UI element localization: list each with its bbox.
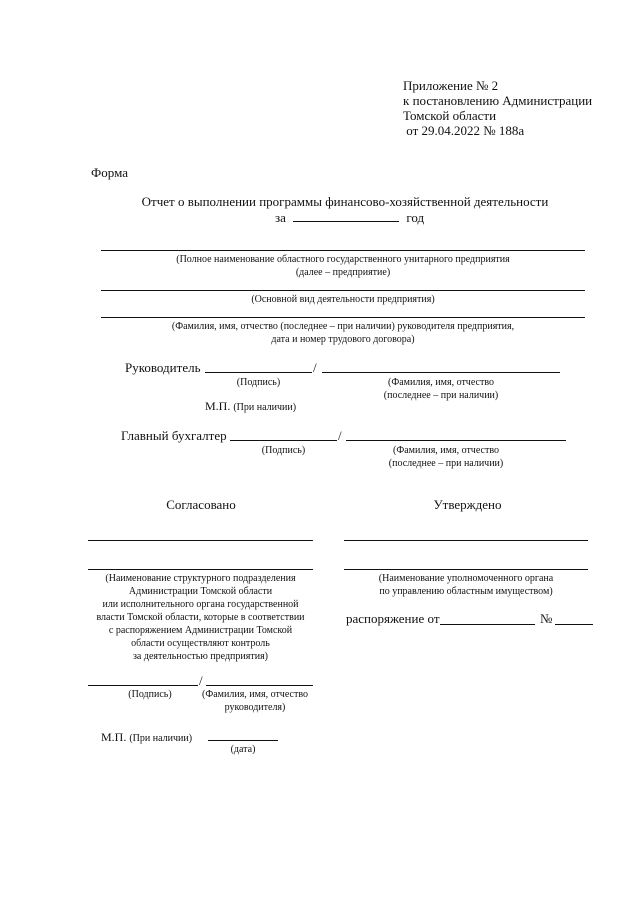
appendix-region: Томской области xyxy=(403,108,497,123)
agreed-caption-line: за деятельностью предприятия) xyxy=(132,651,268,662)
report-title: Отчет о выполнении программы финансово-хозяйственной деятельности xyxy=(141,194,549,209)
approved-order-label: распоряжение от xyxy=(346,611,440,626)
agreed-fio-caption-2: руководителя) xyxy=(224,702,286,713)
approved-caption: (Наименование уполномоченного органа xyxy=(378,573,554,584)
director-fio-caption: (Фамилия, имя, отчество xyxy=(388,377,494,388)
stamp-note: (При наличии) xyxy=(233,402,297,413)
approved-caption-2: по управлению областным имуществом) xyxy=(379,586,553,597)
approved-title: Утверждено xyxy=(433,497,502,512)
approved-org-field-2[interactable] xyxy=(344,569,588,570)
enterprise-name-field[interactable] xyxy=(101,250,585,251)
approved-order-date-field[interactable] xyxy=(440,624,535,625)
accountant-fio-caption-2: (последнее – при наличии) xyxy=(388,458,504,469)
agreed-stamp-place xyxy=(101,730,192,745)
agreed-caption-line: Администрации Томской области xyxy=(128,586,273,597)
period-suffix: год xyxy=(406,210,425,225)
appendix-date: от 29.04.2022 № 188а xyxy=(403,123,525,138)
period-year-field[interactable] xyxy=(293,209,399,222)
head-name-caption: (Фамилия, имя, отчество (последнее – при наличии) руководителя предприятия, xyxy=(171,321,515,332)
agreed-caption xyxy=(88,572,313,663)
accountant-label: Главный бухгалтер xyxy=(121,428,227,443)
director-signature-caption: (Подпись) xyxy=(236,377,281,388)
head-name-field[interactable] xyxy=(101,317,585,318)
period-prefix: за xyxy=(275,210,286,225)
report-period xyxy=(275,209,424,226)
agreed-caption-line: власти Томской области, которые в соответствии xyxy=(96,612,305,623)
agreed-stamp-label: М.П. xyxy=(101,730,127,744)
head-name-caption-2: дата и номер трудового договора) xyxy=(271,334,415,345)
agreed-signature-caption: (Подпись) xyxy=(128,689,172,700)
enterprise-name-caption: (Полное наименование областного государственного унитарного предприятия xyxy=(176,254,510,265)
agreed-date-caption: (дата) xyxy=(230,744,256,755)
form-label: Форма xyxy=(91,165,128,180)
agreed-stamp-note: (При наличии) xyxy=(129,733,193,744)
director-slash: / xyxy=(313,360,317,375)
agreed-caption-line: или исполнительного органа государственной xyxy=(102,599,299,610)
accountant-fio-field[interactable] xyxy=(346,440,566,441)
director-fio-caption-2: (последнее – при наличии) xyxy=(383,390,499,401)
agreed-signature-field[interactable] xyxy=(88,685,198,686)
stamp-place xyxy=(205,399,296,414)
director-signature-field[interactable] xyxy=(205,372,312,373)
appendix-number: Приложение № 2 xyxy=(403,78,499,93)
appendix-resolution: к постановлению Администрации xyxy=(403,93,593,108)
activity-field[interactable] xyxy=(101,290,585,291)
director-fio-field[interactable] xyxy=(322,372,560,373)
approved-number-sign: № xyxy=(540,611,553,626)
agreed-org-field-1[interactable] xyxy=(88,540,313,541)
director-label: Руководитель xyxy=(125,360,201,375)
accountant-slash: / xyxy=(338,428,342,443)
agreed-caption-line: области осуществляют контроль xyxy=(131,638,270,649)
agreed-slash: / xyxy=(199,673,203,688)
approved-org-field-1[interactable] xyxy=(344,540,588,541)
approved-order-number-field[interactable] xyxy=(555,624,593,625)
enterprise-name-caption-2: (далее – предприятие) xyxy=(295,267,391,278)
agreed-fio-field[interactable] xyxy=(206,685,313,686)
accountant-signature-caption: (Подпись) xyxy=(261,445,306,456)
agreed-date-field[interactable] xyxy=(208,740,278,741)
agreed-title: Согласовано xyxy=(166,497,236,512)
agreed-fio-caption: (Фамилия, имя, отчество xyxy=(202,689,308,700)
accountant-fio-caption: (Фамилия, имя, отчество xyxy=(393,445,499,456)
stamp-label: М.П. xyxy=(205,399,231,413)
agreed-caption-line: с распоряжением Администрации Томской xyxy=(108,625,293,636)
accountant-signature-field[interactable] xyxy=(230,440,337,441)
agreed-org-field-2[interactable] xyxy=(88,569,313,570)
activity-caption: (Основной вид деятельности предприятия) xyxy=(251,294,435,305)
agreed-caption-line: (Наименование структурного подразделения xyxy=(105,573,296,584)
